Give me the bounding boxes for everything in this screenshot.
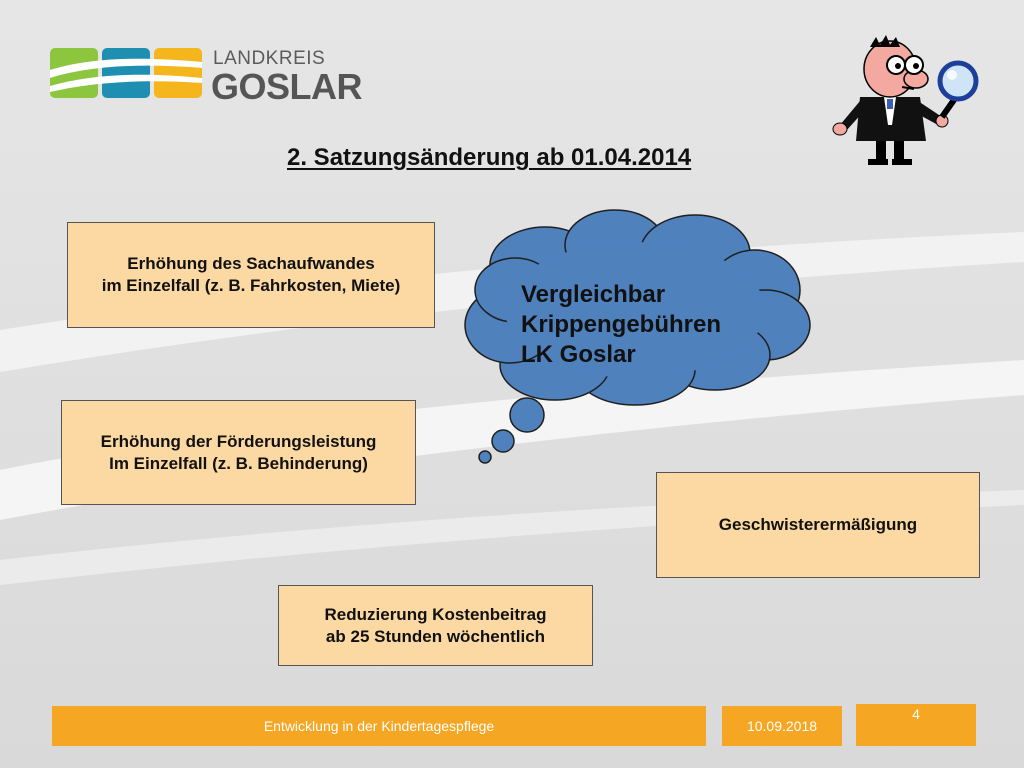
box-kostenbeitrag-line1: Reduzierung Kostenbeitrag — [324, 604, 547, 624]
box-geschwister-line1: Geschwisterermäßigung — [718, 515, 918, 534]
cloud-text — [521, 280, 721, 370]
box-foerderungsleistung — [61, 400, 416, 505]
cloud-line3: LK Goslar — [521, 341, 636, 368]
box-kostenbeitrag — [278, 585, 593, 666]
footer-title-bar — [52, 706, 706, 746]
box-sachaufwand-line2: im Einzelfall (z. B. Fahrkosten, Miete) — [101, 276, 401, 295]
box-sachaufwand-line1: Erhöhung des Sachaufwandes — [127, 254, 375, 273]
box-geschwisterermaessigung — [656, 472, 980, 578]
page-number-box — [856, 704, 976, 746]
logo-tile-yellow — [154, 48, 202, 98]
box-kostenbeitrag-line2: ab 25 Stunden wöchentlich — [325, 626, 546, 646]
page-number: 4 — [912, 706, 920, 722]
cloud-line2: Krippengebühren — [521, 311, 722, 338]
logo-tile-blue — [102, 48, 150, 98]
thought-bubble-small — [479, 451, 491, 463]
slide-title: 2. Satzungsänderung ab 01.04.2014 — [287, 144, 692, 171]
footer-date: 10.09.2018 — [746, 718, 818, 734]
logo-text-goslar: GOSLAR — [211, 66, 363, 107]
box-foerderung-line1: Erhöhung der Förderungsleistung — [100, 431, 377, 451]
box-sachaufwand — [67, 222, 435, 328]
cloud-line1: Vergleichbar — [521, 281, 666, 308]
footer-title: Entwicklung in der Kindertagespflege — [263, 718, 495, 734]
logo-text-landkreis: LANDKREIS — [213, 48, 326, 69]
detective-magnifier-icon — [830, 35, 980, 170]
thought-bubble-large — [510, 398, 544, 432]
footer-date-bar — [722, 706, 842, 746]
box-foerderung-line2: Im Einzelfall (z. B. Behinderung) — [109, 453, 368, 473]
thought-bubble-medium — [492, 430, 514, 452]
